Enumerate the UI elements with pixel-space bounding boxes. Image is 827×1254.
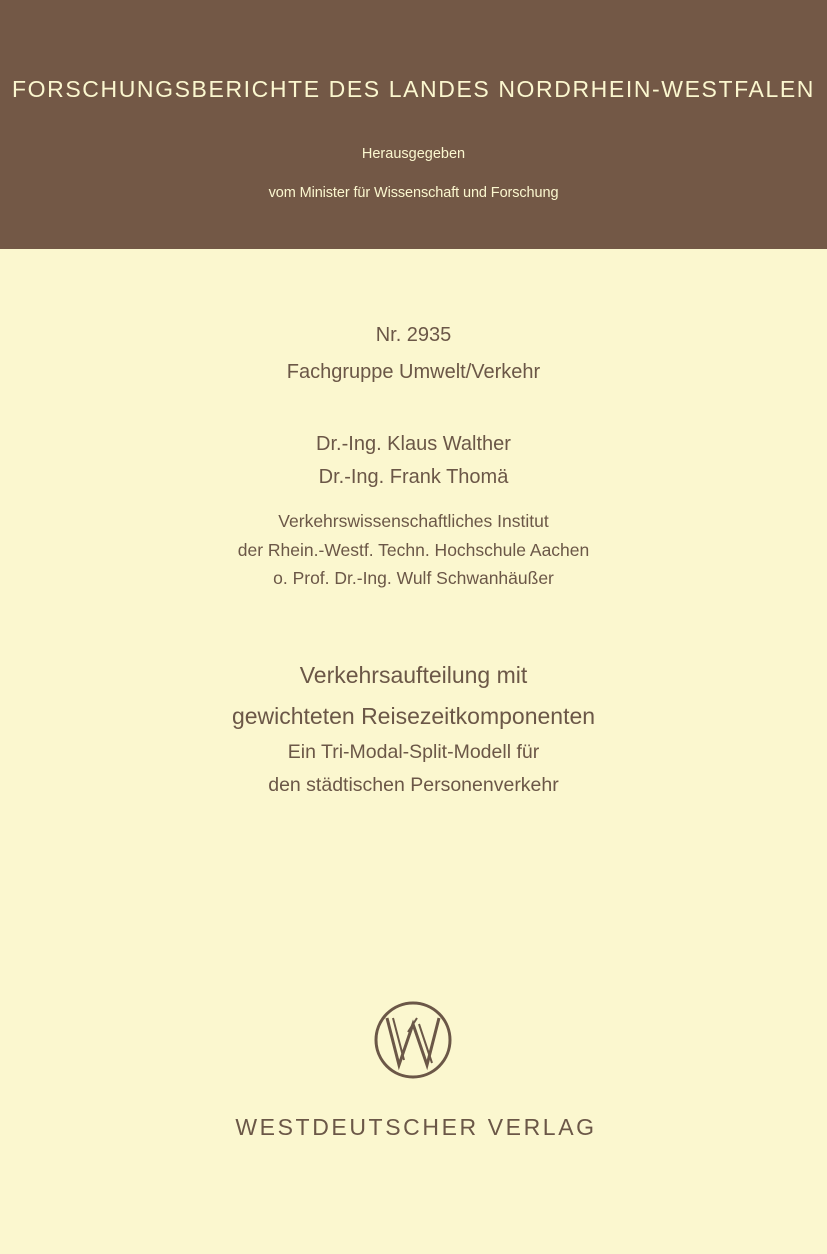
editor-name: vom Minister für Wissenschaft und Forschung: [268, 185, 559, 201]
institute-line-3: o. Prof. Dr.-Ing. Wulf Schwanhäußer: [273, 568, 554, 588]
series-header-band: [0, 0, 827, 249]
institute-line-1: Verkehrswissenschaftliches Institut: [278, 511, 549, 531]
book-title-line-2: gewichteten Reisezeitkomponenten: [231, 703, 596, 729]
author-1: Dr.-Ing. Klaus Walther: [316, 433, 511, 455]
book-subtitle-line-1: Ein Tri-Modal-Split-Modell für: [287, 741, 540, 763]
wv-monogram-icon: [373, 1000, 453, 1080]
editor-label: Herausgegeben: [361, 146, 466, 162]
institute-line-2: der Rhein.-Westf. Techn. Hochschule Aachen: [237, 540, 590, 560]
series-title: FORSCHUNGSBERICHTE DES LANDES NORDRHEIN-WESTFALEN: [12, 76, 815, 102]
book-subtitle-line-2: den städtischen Personenverkehr: [268, 774, 559, 796]
report-number: Nr. 2935: [375, 324, 452, 346]
book-title-line-1: Verkehrsaufteilung mit: [299, 662, 528, 688]
author-2: Dr.-Ing. Frank Thomä: [318, 466, 509, 488]
report-group: Fachgruppe Umwelt/Verkehr: [286, 361, 541, 383]
publisher-name: WESTDEUTSCHER VERLAG: [235, 1114, 597, 1140]
